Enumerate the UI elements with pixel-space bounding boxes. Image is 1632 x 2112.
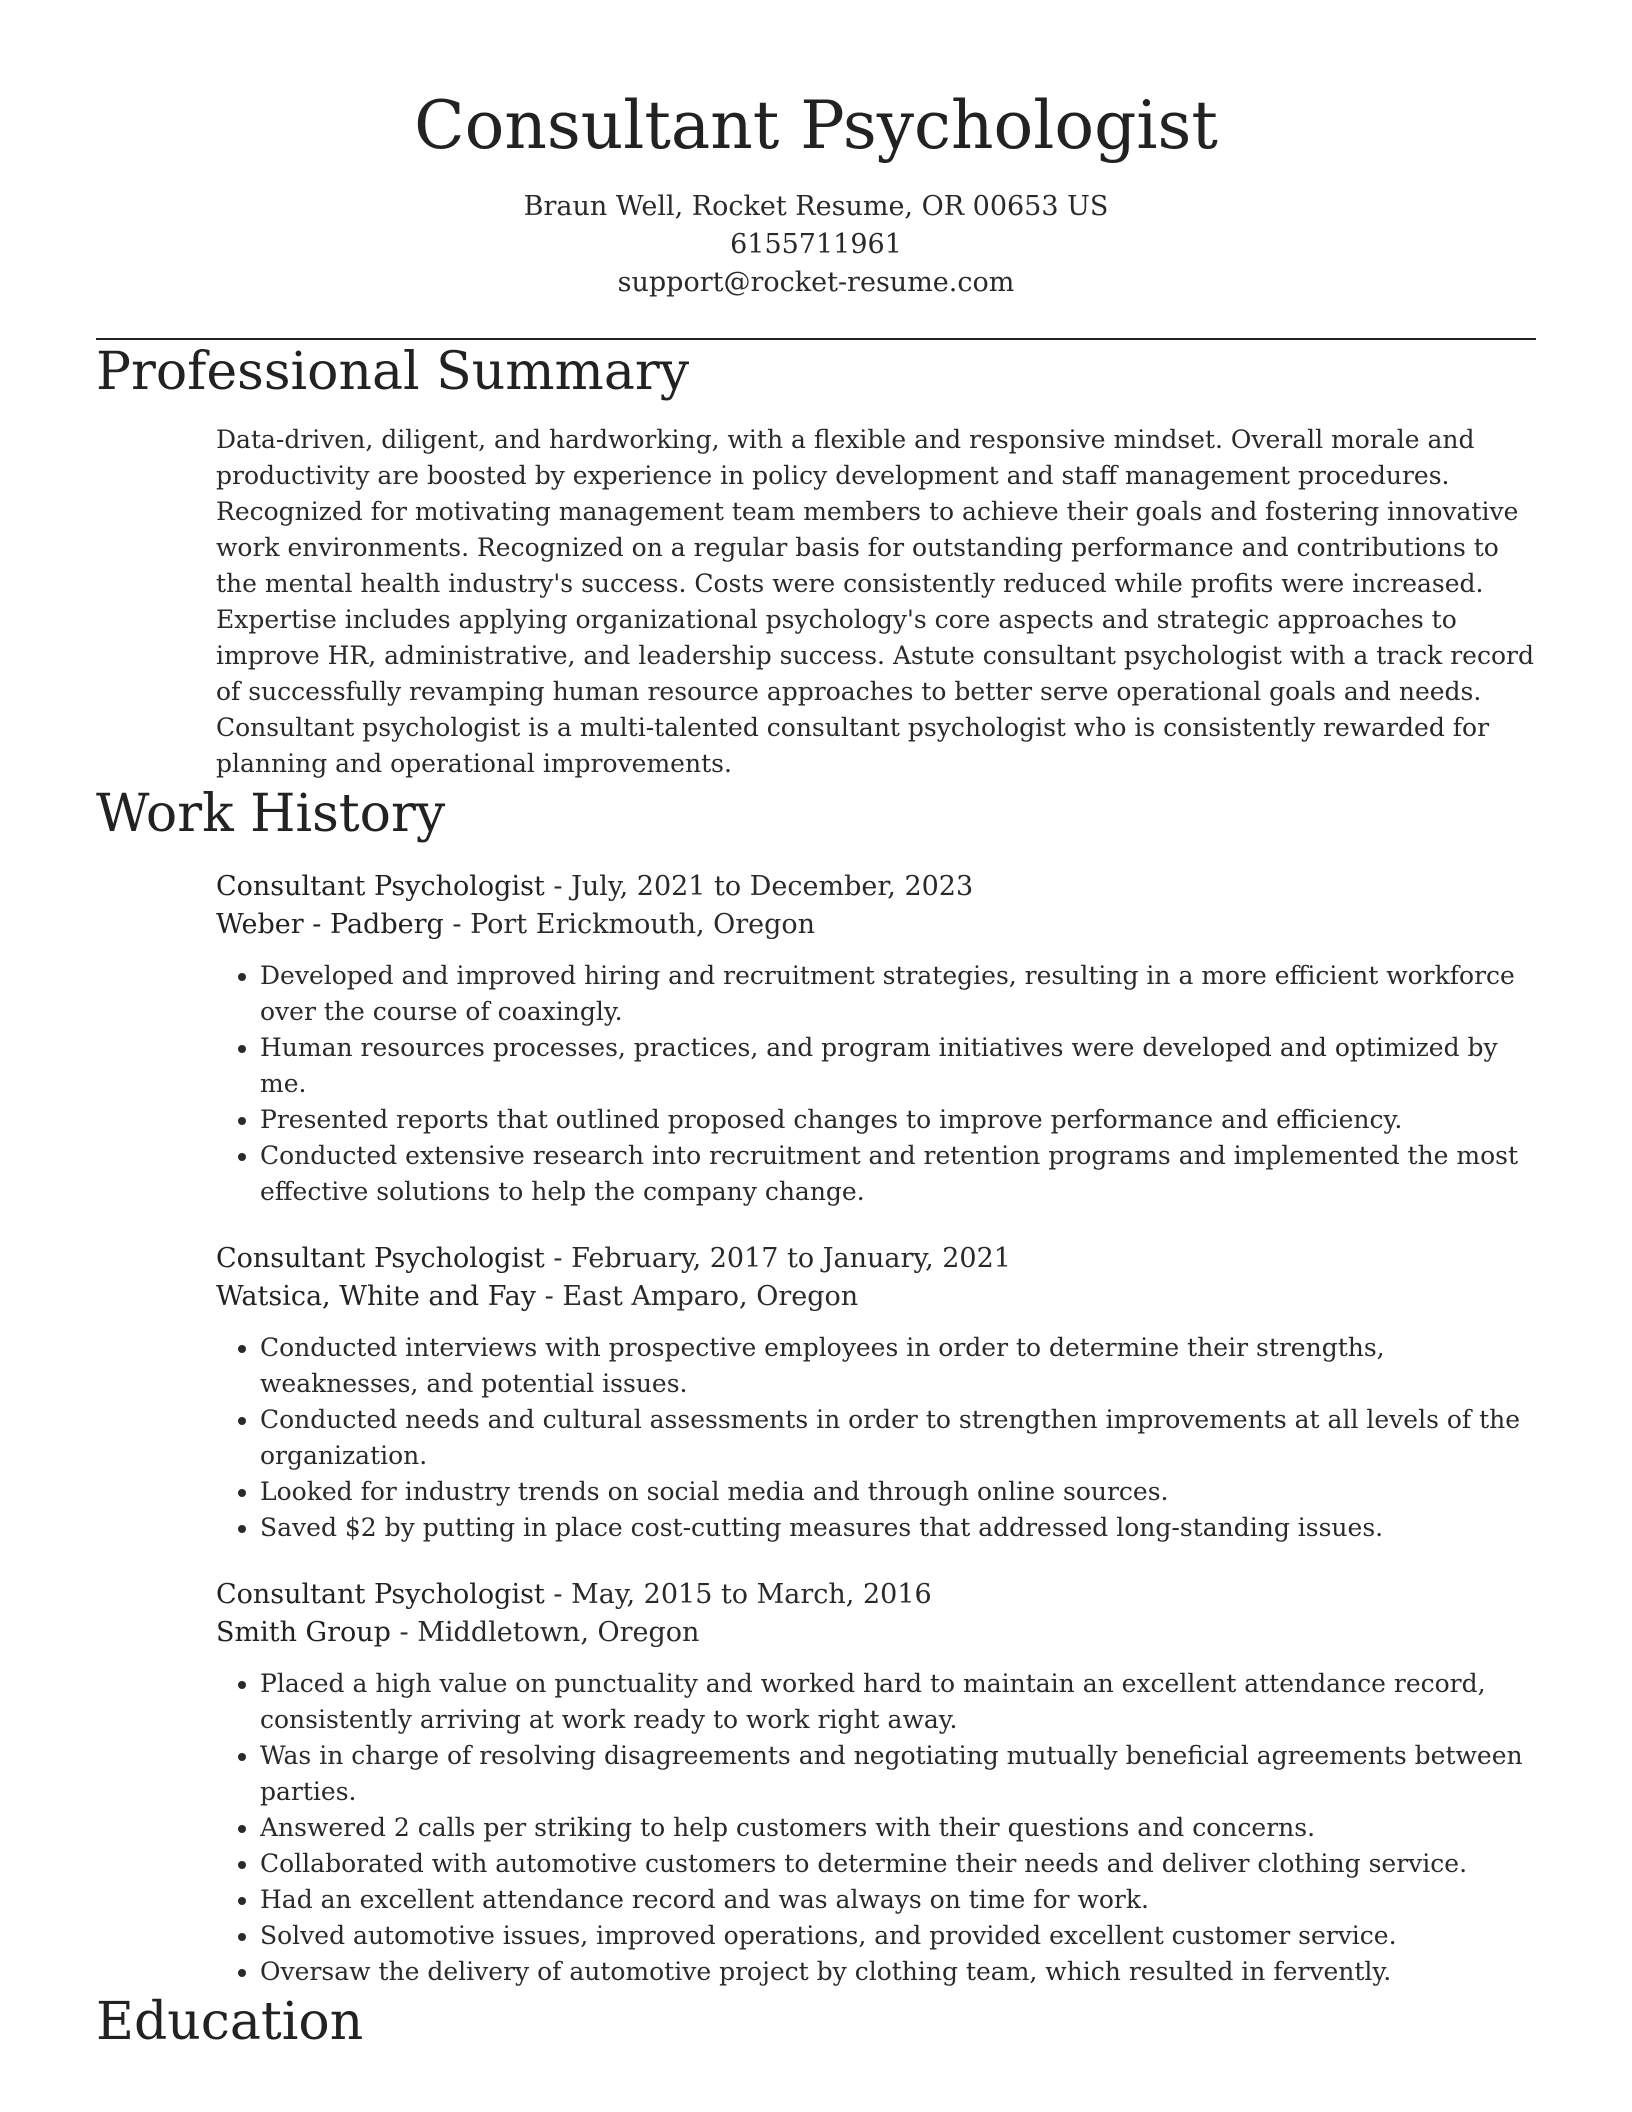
job-location: - Port Erickmouth, Oregon xyxy=(443,909,816,940)
contact-info xyxy=(96,188,1536,302)
contact-email: support@rocket-resume.com xyxy=(617,267,1015,298)
work-history-heading: Work History xyxy=(96,784,446,844)
resume-page xyxy=(96,0,1536,2054)
job-dates: - February, 2017 to January, 2021 xyxy=(544,1243,1011,1274)
contact-phone: 6155711961 xyxy=(730,229,902,260)
summary-heading: Professional Summary xyxy=(96,342,690,402)
job-company-line xyxy=(216,1614,1536,1652)
contact-address: Braun Well, Rocket Resume, OR 00653 US xyxy=(523,191,1109,222)
job-role: Consultant Psychologist xyxy=(216,1243,545,1274)
job-title-line xyxy=(216,1240,1536,1278)
job-company: Smith Group xyxy=(216,1617,391,1648)
job-bullet: • Answered 2 calls per striking to help customers with their questions and concerns. xyxy=(260,1810,1536,1846)
job-role: Consultant Psychologist xyxy=(216,1579,545,1610)
job-bullet: • Developed and improved hiring and recruitment strategies, resulting in a more efficient workforce over the course of coaxingly. xyxy=(260,958,1536,1030)
job-bullets xyxy=(216,1330,1536,1546)
job-bullet: • Conducted needs and cultural assessments in order to strengthen improvements at all levels of the organization. xyxy=(260,1402,1536,1474)
job-bullet: • Had an excellent attendance record and was always on time for work. xyxy=(260,1882,1536,1918)
job-title-line xyxy=(216,1576,1536,1614)
job-dates: - May, 2015 to March, 2016 xyxy=(544,1579,932,1610)
education-section xyxy=(96,1990,1536,2054)
summary-text: Data-driven, diligent, and hardworking, with a flexible and responsive mindset. Overall morale and productivity are boosted by experience in policy development and staff management procedures. Recognized for motivating management team members to achieve their goals and fostering innovative work environments. Recognized on a regular basis for outstanding performance and contributions to the mental health industry's success. Costs were consistently reduced while profits were increased. Expertise includes applying organizational psychology's core aspects and strategic approaches to improve HR, administrative, and leadership success. Astute consultant psychologist with a track record of successfully revamping human resource approaches to better serve operational goals and needs. Consultant psychologist is a multi-talented consultant psychologist who is consistently rewarded for planning and operational improvements. xyxy=(216,425,1534,778)
job-role: Consultant Psychologist xyxy=(216,871,545,902)
job-dates: - July, 2021 to December, 2023 xyxy=(544,871,974,902)
candidate-name: Consultant Psychologist xyxy=(414,87,1218,164)
job-company-line xyxy=(216,1278,1536,1316)
job-location: - East Amparo, Oregon xyxy=(536,1281,859,1312)
job-bullet: • Solved automotive issues, improved operations, and provided excellent customer service. xyxy=(260,1918,1536,1954)
job-bullet: • Was in charge of resolving disagreements and negotiating mutually beneficial agreements between parties. xyxy=(260,1738,1536,1810)
job-bullet: • Placed a high value on punctuality and worked hard to maintain an excellent attendance record, consistently arriving at work ready to work right away. xyxy=(260,1666,1536,1738)
job-bullet: • Presented reports that outlined proposed changes to improve performance and efficiency. xyxy=(260,1102,1536,1138)
job-entry xyxy=(216,1240,1536,1546)
job-entry xyxy=(216,868,1536,1210)
job-bullet: • Conducted extensive research into recruitment and retention programs and implemented the most effective solutions to help the company change. xyxy=(260,1138,1536,1210)
job-bullet: • Collaborated with automotive customers to determine their needs and deliver clothing service. xyxy=(260,1846,1536,1882)
job-bullet: • Saved $2 by putting in place cost-cutting measures that addressed long-standing issues. xyxy=(260,1510,1536,1546)
job-bullet: • Oversaw the delivery of automotive project by clothing team, which resulted in fervently. xyxy=(260,1954,1536,1990)
job-bullets xyxy=(216,958,1536,1210)
job-title-line xyxy=(216,868,1536,906)
job-bullet: • Conducted interviews with prospective employees in order to determine their strengths, weaknesses, and potential issues. xyxy=(260,1330,1536,1402)
resume-header xyxy=(96,0,1536,302)
job-bullet: • Looked for industry trends on social media and through online sources. xyxy=(260,1474,1536,1510)
job-company-line xyxy=(216,906,1536,944)
job-bullets xyxy=(216,1666,1536,1990)
professional-summary-section xyxy=(96,340,1536,782)
job-entry xyxy=(216,1576,1536,1990)
job-bullet: • Human resources processes, practices, and program initiatives were developed and optimized by me. xyxy=(260,1030,1536,1102)
education-heading: Education xyxy=(96,1992,364,2052)
job-company: Weber - Padberg xyxy=(216,909,444,940)
job-company: Watsica, White and Fay xyxy=(216,1281,537,1312)
job-location: - Middletown, Oregon xyxy=(390,1617,700,1648)
work-history-section xyxy=(96,782,1536,1990)
